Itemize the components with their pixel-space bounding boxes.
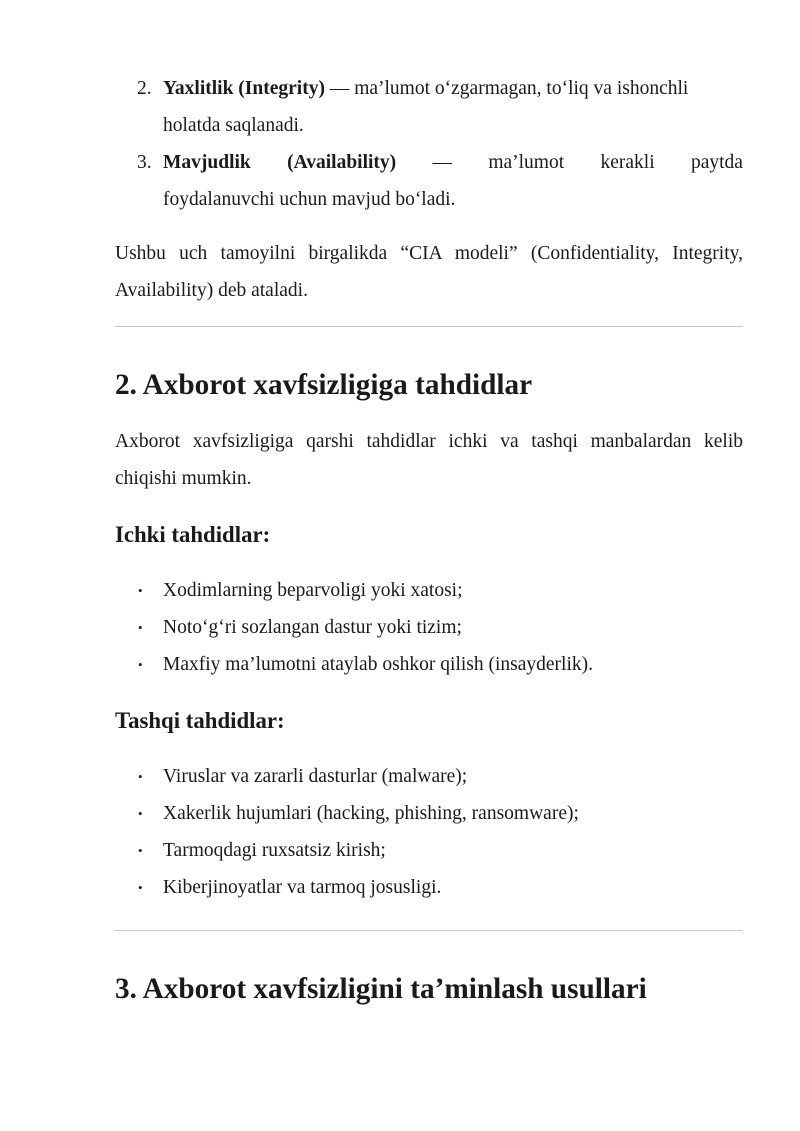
- list-item: [115, 795, 743, 832]
- word: paytda: [690, 152, 743, 173]
- bullet-icon: •: [138, 657, 143, 672]
- word: kerakli: [600, 152, 655, 173]
- list-item: [115, 832, 743, 869]
- external-threats-list: [115, 758, 743, 906]
- list-number: 2.: [137, 78, 152, 99]
- list-item: [115, 572, 743, 609]
- list-item-integrity: [115, 70, 743, 144]
- numbered-list: [115, 70, 743, 218]
- subheading-internal: Ichki tahdidlar:: [115, 522, 271, 547]
- list-item-line: [163, 70, 743, 107]
- section-heading: 2. Axborot xavfsizligiga tahdidlar: [115, 369, 533, 401]
- bullet-icon: •: [138, 769, 143, 784]
- term-integrity: Yaxlitlik (Integrity): [163, 78, 325, 99]
- list-item-text: Noto‘g‘ri sozlangan dastur yoki tizim;: [163, 617, 462, 638]
- subheading-external: Tashqi tahdidlar:: [115, 708, 285, 733]
- list-item-text: Viruslar va zararli dasturlar (malware);: [163, 766, 468, 787]
- list-item: [115, 609, 743, 646]
- list-number: 3.: [137, 152, 152, 173]
- word: ma’lumot: [488, 152, 565, 173]
- section-intro: Axborot xavfsizligiga qarshi tahdidlar ichki va tashqi manbalardan kelib chiqishi mumkin.: [115, 431, 743, 489]
- list-item-text: Xodimlarning beparvoligi yoki xatosi;: [163, 580, 463, 601]
- list-item-text: Tarmoqdagi ruxsatsiz kirish;: [163, 840, 386, 861]
- list-item-line: [163, 144, 743, 181]
- bullet-icon: •: [138, 880, 143, 895]
- bullet-icon: •: [138, 843, 143, 858]
- bullet-icon: •: [138, 583, 143, 598]
- section-heading: 3. Axborot xavfsizligini ta’minlash usullari: [115, 973, 647, 1005]
- list-item: [115, 758, 743, 795]
- list-item-line: foydalanuvchi uchun mavjud bo‘ladi.: [163, 189, 456, 210]
- list-item-availability: [115, 144, 743, 218]
- cia-paragraph: Ushbu uch tamoyilni birgalikda “CIA modeli” (Confidentiality, Integrity, Availability) deb ataladi.: [115, 243, 743, 301]
- term-availability-word: Mavjudlik: [163, 152, 251, 173]
- divider: [115, 326, 743, 327]
- list-item-text: Maxfiy ma’lumotni ataylab oshkor qilish (insayderlik).: [163, 654, 593, 675]
- list-item: [115, 646, 743, 683]
- list-item-text: Xakerlik hujumlari (hacking, phishing, ransomware);: [163, 803, 579, 824]
- list-item: [115, 869, 743, 906]
- bullet-icon: •: [138, 620, 143, 635]
- term-availability-paren: (Availability): [287, 152, 397, 173]
- divider: [115, 930, 743, 931]
- list-item-text: Kiberjinoyatlar va tarmoq josusligi.: [163, 877, 442, 898]
- internal-threats-list: [115, 572, 743, 683]
- em-dash: —: [432, 152, 452, 173]
- document-page: [115, 70, 743, 1008]
- list-item-line: holatda saqlanadi.: [163, 115, 304, 136]
- bullet-icon: •: [138, 806, 143, 821]
- definition-text: — ma’lumot o‘zgarmagan, to‘liq va ishonchli: [324, 78, 689, 99]
